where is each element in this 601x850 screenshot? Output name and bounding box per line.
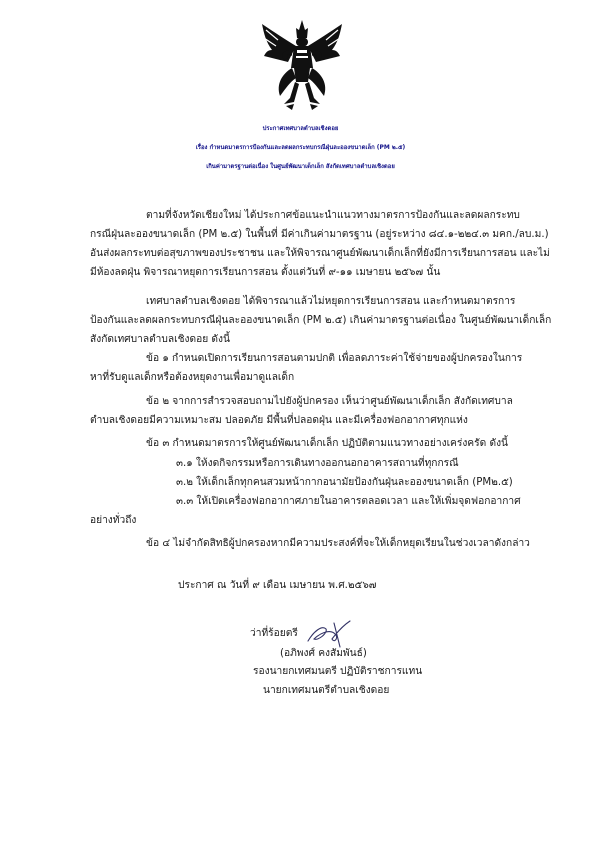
item-1-line-1: ข้อ ๑ กำหนดเปิดการเรียนการสอนตามปกติ เพื่อลดภาระค่าใช้จ่ายของผู้ปกครองในการ — [146, 353, 523, 364]
item-4-line-1: ข้อ ๔ ไม่จำกัดสิทธิผู้ปกครองหากมีความประสงค์ที่จะให้เด็กหยุดเรียนในช่วงเวลาดังกล่าว — [146, 538, 530, 549]
paragraph-1-line-1: ตามที่จังหวัดเชียงใหม่ ได้ประกาศข้อแนะนำแนวทางมาตรการป้องกันและลดผลกระทบ — [146, 210, 520, 221]
item-3-2: ๓.๒ ให้เด็กเล็กทุกคนสวมหน้ากากอนามัยป้องกันฝุ่นละอองขนาดเล็ก (PM๒.๕) — [176, 477, 513, 488]
item-3-3: ๓.๓ ให้เปิดเครื่องฟอกอากาศภายในอาคารตลอดเวลา และให้เพิ่มจุดฟอกอากาศ — [176, 496, 521, 507]
signer-position-1: รองนายกเทศมนตรี ปฏิบัติราชการแทน — [253, 666, 423, 677]
subject-line-1: เรื่อง กำหนดมาตรการป้องกันและลดผลกระทบกรณีฝุ่นละอองขนาดเล็ก (PM ๒.๕) — [195, 144, 406, 151]
item-3-line-1: ข้อ ๓ กำหนดมาตรการให้ศูนย์พัฒนาเด็กเล็ก ปฏิบัติตามแนวทางอย่างเคร่งครัด ดังนี้ — [146, 438, 509, 449]
paragraph-1-line-4: มีห้องลดฝุ่น พิจารณาหยุดการเรียนการสอน ตั้งแต่วันที่ ๙-๑๑ เมษายน ๒๕๖๗ นั้น — [90, 267, 441, 278]
signer-position-2: นายกเทศมนตรีตำบลเชิงดอย — [263, 685, 390, 696]
item-2-line-2: ตำบลเชิงดอยมีความเหมาะสม ปลอดภัย มีพื้นที่ปลอดฝุ่น และมีเครื่องฟอกอากาศทุกแห่ง — [90, 415, 468, 426]
item-3-3-line-2: อย่างทั่วถึง — [90, 515, 137, 526]
paragraph-1-line-2: กรณีฝุ่นละอองขนาดเล็ก (PM ๒.๕) ในพื้นที่ มีค่าเกินค่ามาตรฐาน (อยู่ระหว่าง ๘๔.๑-๒๒๔.๓ มคก./ลบ.ม.) — [90, 229, 549, 240]
announcement-title: ประกาศเทศบาลตำบลเชิงดอย — [262, 125, 339, 132]
garuda-emblem-icon — [258, 18, 346, 114]
signature-prefix: ว่าที่ร้อยตรี — [250, 628, 298, 639]
paragraph-2-line-3: สังกัดเทศบาลตำบลเชิงดอย ดังนี้ — [90, 334, 230, 345]
announcement-date: ประกาศ ณ วันที่ ๙ เดือน เมษายน พ.ศ.๒๕๖๗ — [178, 580, 377, 591]
item-1-line-2: หาที่รับดูแลเด็กหรือต้องหยุดงานเพื่อมาดูแลเด็ก — [90, 372, 295, 383]
paragraph-2-line-1: เทศบาลตำบลเชิงดอย ได้พิจารณาแล้วไม่หยุดการเรียนการสอน และกำหนดมาตรการ — [146, 296, 516, 307]
item-2-line-1: ข้อ ๒ จากการสำรวจสอบถามไปยังผู้ปกครอง เห็นว่าศูนย์พัฒนาเด็กเล็ก สังกัดเทศบาล — [146, 396, 513, 407]
paragraph-2-line-2: ป้องกันและลดผลกระทบกรณีฝุ่นละอองขนาดเล็ก (PM ๒.๕) เกินค่ามาตรฐานต่อเนื่อง ในศูนย์พัฒนาเด็กเล็ก — [90, 315, 552, 326]
signer-name: (อภิพงศ์ คงสัมพันธ์) — [280, 648, 367, 659]
subject-line-2: เกินค่ามาตรฐานต่อเนื่อง ในศูนย์พัฒนาเด็กเล็ก สังกัดเทศบาลตำบลเชิงดอย — [206, 163, 395, 170]
item-3-1: ๓.๑ ให้งดกิจกรรมหรือการเดินทางออกนอกอาคารสถานที่ทุกกรณี — [176, 458, 459, 469]
handwritten-signature — [304, 617, 354, 649]
paragraph-1-line-3: อันส่งผลกระทบต่อสุขภาพของประชาชน และให้พิจารณาศูนย์พัฒนาเด็กเล็กที่ยังมีการเรียนการสอน และไม่ — [90, 248, 550, 259]
